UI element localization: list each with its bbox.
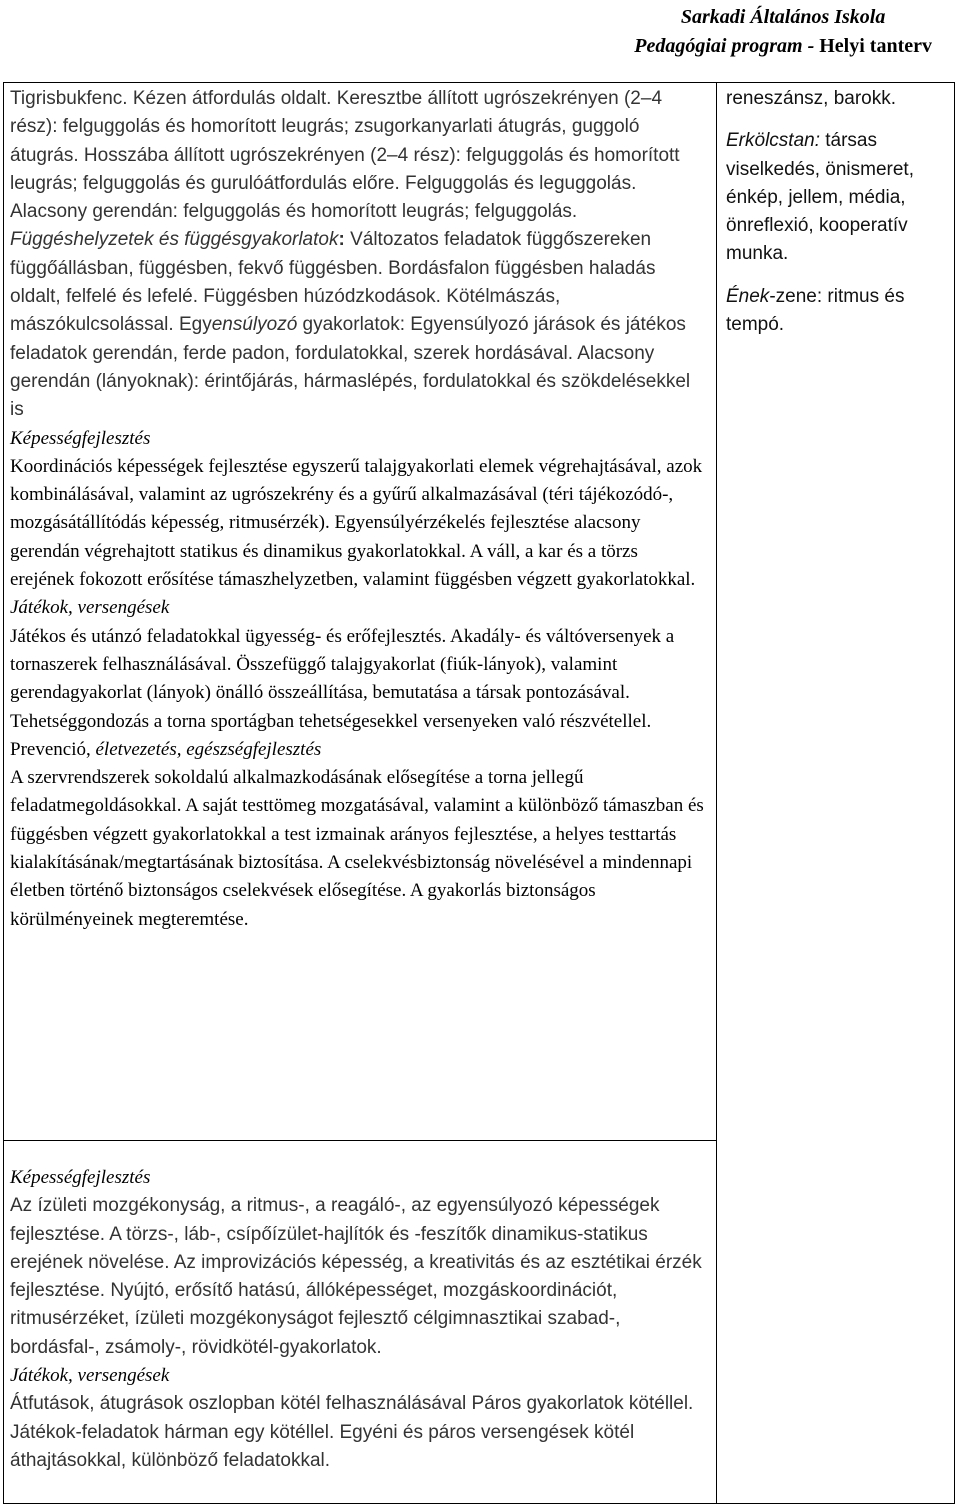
subject-label: Ének [726, 285, 770, 307]
text-run: -zene: ritmus és tempó. [726, 285, 905, 336]
main-cell-top [10, 85, 706, 934]
text-run: 4 rész): felguggolás és homorított leugrás; zsugorkanyarlati átugrás, guggoló átugrás. Hosszába állított ugrószekrényen (2 [10, 88, 663, 166]
hanging-title: Függéshelyzetek és függésgyakorlatok [10, 229, 339, 251]
side-enek [726, 283, 948, 340]
row-divider [3, 1140, 716, 1141]
paragraph-szervrendszerek: A szervrendszerek sokoldalú alkalmazkodásának elősegítése a torna jellegű feladatmegoldásokkal. A saját testtömeg mozgatásával, valamint a különböző támaszban és függésben végzett gyakorlatokkal a test izmainak arányos fejlesztése, a helyes testtartás kialakításának/megtartásának biztosítása. A cselekvésbiztonság növelésével a mindennapi életben történő biztonságos cselekvések elősegítése. A gyakorlás biztonságos körülményeinek megteremtése. [10, 767, 704, 930]
text-run: Prevenció, [10, 738, 91, 760]
heading-jatekok: Játékok, versengések [10, 1365, 170, 1387]
paragraph-jatekos: Játékos és utánzó feladatokkal ügyesség- és erőfejlesztés. Akadály- és váltóversenyek a tornaszerek felhasználásával. Összefüggő talajgyakorlat (fiúk-lányok), valamint gerendagyakorlat (lányok) önálló összeállítása, bemutatása a társak pontozásával. Tehetséggondozás a torna sportágban tehetségesekkel versenyeken való részvétellel. [10, 625, 675, 732]
subtitle-plain: Helyi tanterv [814, 35, 932, 57]
paragraph-koordinacio: Koordinációs képességek fejlesztése egyszerű talajgyakorlati elemek végrehajtásával, azok kombinálásával, valamint az ugrószekrény és a gyűrű alkalmazásával (téri tájékozódó-, mozgásátállítódás képesség, ritmusérzék). Egyensúlyérzékelés fejlesztése alacsony gerendán végrehajtott statikus és dinamikus gyakorlatokkal. A váll, a kar és a törzs erejének fokozott erősítése támaszhelyzetben, valamint függésben végzett gyakorlatokkal. [10, 455, 703, 591]
heading-prevencio [10, 736, 706, 764]
document-header [634, 3, 932, 61]
document-subtitle [634, 32, 932, 61]
main-cell-bottom [10, 1164, 706, 1475]
side-cell [726, 85, 948, 339]
text-run: Tigrisbukfenc. Kézen átfordulás oldalt. Keresztbe állított ugrószekrényen (2 [10, 88, 641, 109]
school-name: Sarkadi Általános Iskola [680, 6, 886, 28]
subtitle-italic: Pedagógiai program - [634, 35, 815, 57]
paragraph-atfutasok: Átfutások, átugrások oszlopban kötél felhasználásával Páros gyakorlatok kötéllel. Játékok-feladatok hárman egy kötéllel. Egyéni és páros versengések kötél áthajtásokkal, különböző feladatokkal. [10, 1393, 694, 1471]
column-divider [716, 82, 717, 1504]
subject-label: Erkölcstan: [726, 130, 820, 152]
text-run: 4 rész): felguggolás és homorított leugrás; felguggolás és gurulóátfordulás előre. Felguggolás és leguggolás. Alacsony gerendán: felguggolás és homorított leugrás; felguggolás. [10, 144, 680, 223]
text-run-italic: ensúlyozó [211, 314, 298, 336]
text-run-italic: életvezetés, egészségfejlesztés [90, 738, 322, 760]
heading-kepessegfejlesztes: Képességfejlesztés [10, 1167, 151, 1188]
colon: : [338, 229, 345, 251]
side-erkolcstan [726, 127, 948, 268]
heading-kepessegfejlesztes: Képességfejlesztés [10, 427, 151, 449]
text-run: gyakorlatok: Egyensúlyozó járások és játékos feladatok gerendán, ferde padon, fordulatokkal, szerek hordásával. Alacsony gerendán (lányoknak): érintőjárás, hármaslépés, fordulatokkal és szökdelésekkel is [10, 314, 691, 421]
text-run: társas viselkedés, önismeret, énkép, jellem, média, önreflexió, kooperatív munka. [726, 130, 914, 265]
paragraph-izuleti: Az ízületi mozgékonyság, a ritmus-, a reagáló-, az egyensúlyozó képességek fejlesztése. A törzs-, láb-, csípőízület-hajlítók és -feszítők dinamikus-statikus erejének növelése. Az improvizációs képesség, a kreativitás és az esztétikai érzék fejlesztése. Nyújtó, erősítő hatású, állóképességet, mozgáskoordinációt, ritmusérzéket, ízületi mozgékonyságot fejlesztő célgimnasztikai szabad-, bordásfal-, zsámoly-, rövidkötél-gyakorlatok. [10, 1195, 702, 1358]
side-line-1: reneszánsz, barokk. [726, 88, 897, 109]
text-run: Változatos feladatok függőszereken függőállásban, függésben, fekvő függésben. Bordásfalon függésben haladás oldalt, felfelé és lefelé. Függésben húzódzkodások. Kötélmászás, mászókulcsolással. Egy [10, 229, 656, 336]
heading-jatekok: Játékok, versengések [10, 597, 170, 619]
paragraph-gymnastics: Tigrisbukfenc. Kézen átfordulás oldalt. Keresztbe állított ugrószekrényen (2–4 rész): felguggolás és homorított leugrás; zsugorkanyarlati átugrás, guggoló átugrás. Hosszába állított ugrószekrényen (2–4 rész): felguggolás és homorított leugrás; felguggolás és gurulóátfordulás előre. Felguggolás és leguggolás. Alacsony gerendán: felguggolás és homorított leugrás; felguggolás. Függéshelyzetek és függésgyakorlatok: Változatos feladatok függőszereken függőállásban, függésben, fekvő függésben. Bordásfalon függésben haladás oldalt, felfelé és lefelé. Függésben húzódzkodások. Kötélmászás, mászókulcsolással. Egyensúlyozó gyakorlatok: Egyensúlyozó járások és játékos feladatok gerendán, ferde padon, fordulatokkal, szerek hordásával. Alacsony gerendán (lányoknak): érintőjárás, hármaslépés, fordulatokkal és szökdelésekkel is [10, 88, 691, 421]
